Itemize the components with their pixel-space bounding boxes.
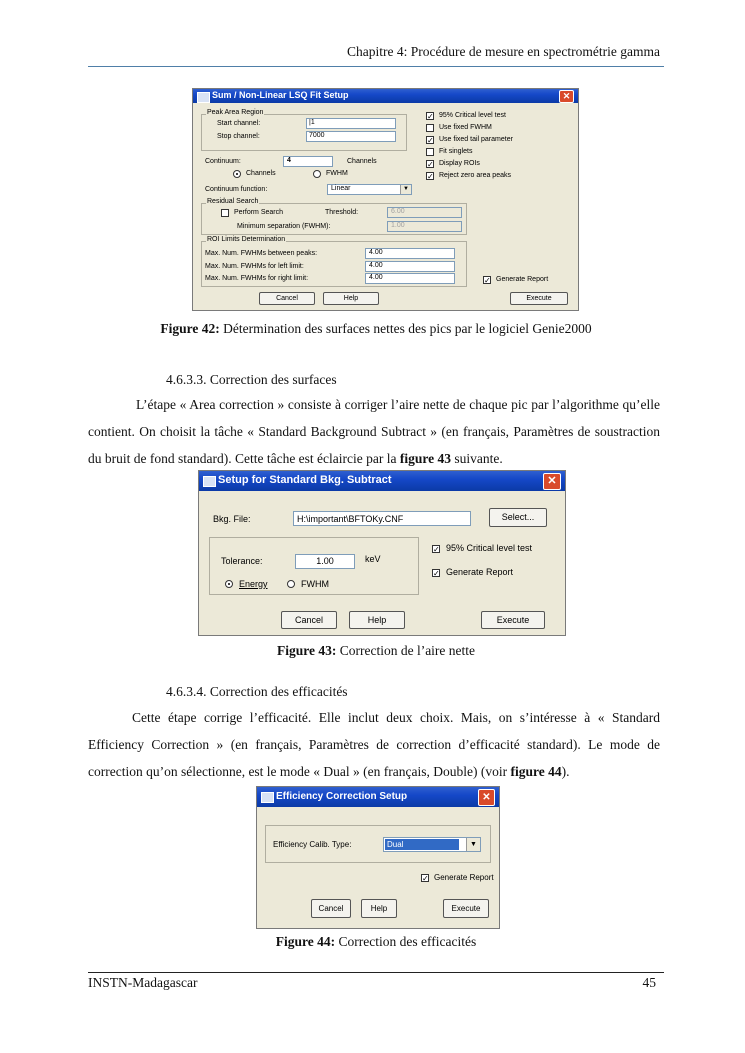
select-button[interactable]: Select...	[489, 508, 547, 527]
figure-42-caption	[88, 321, 664, 337]
continuum-function-select[interactable]	[327, 184, 412, 195]
cancel-button[interactable]: Cancel	[259, 292, 315, 305]
channels-radio-label: Channels	[246, 170, 276, 177]
close-icon[interactable]: ✕	[478, 789, 495, 806]
continuum-input[interactable]: 4	[283, 156, 333, 167]
option-label: Reject zero area peaks	[439, 172, 511, 179]
generate-report-checkbox[interactable]: ✓	[433, 569, 440, 578]
energy-radio[interactable]	[225, 580, 233, 588]
chevron-down-icon[interactable]: ▼	[400, 185, 411, 194]
perform-search-checkbox[interactable]	[221, 209, 229, 217]
energy-label: Energy	[239, 579, 268, 589]
option-label: Display ROIs	[439, 160, 480, 167]
help-button[interactable]: Help	[323, 292, 379, 305]
calib-type-label: Efficiency Calib. Type:	[273, 840, 352, 849]
start-channel-input[interactable]: |1	[306, 118, 396, 129]
caption-text: Détermination des surfaces nettes des pics par le logiciel Genie2000	[219, 321, 592, 336]
kev-label: keV	[365, 554, 381, 564]
threshold-input[interactable]: 6.00	[387, 207, 462, 218]
tolerance-input[interactable]: 1.00	[295, 554, 355, 569]
paragraph-text-end: ).	[561, 764, 570, 779]
continuum-function-value: Linear	[331, 185, 351, 192]
app-icon	[203, 476, 216, 487]
calib-type-value: Dual	[385, 839, 459, 850]
channels-label: Channels	[347, 158, 377, 165]
generate-report-checkbox[interactable]: ✓	[422, 874, 429, 883]
max-between-label: Max. Num. FWHMs between peaks:	[205, 250, 318, 257]
bkg-subtract-dialog	[198, 470, 566, 636]
option-checkbox[interactable]: ✓	[427, 172, 434, 181]
close-icon[interactable]: ✕	[543, 473, 561, 490]
bkg-file-input[interactable]: H:\important\BFTOKy.CNF	[293, 511, 471, 526]
help-button[interactable]: Help	[361, 899, 397, 918]
dialog-title: Sum / Non-Linear LSQ Fit Setup	[212, 90, 349, 100]
figure-44-caption	[88, 934, 664, 950]
option-label: Use fixed tail parameter	[439, 136, 513, 143]
caption-label: Figure 42:	[160, 321, 220, 336]
caption-text: Correction des efficacités	[335, 934, 477, 949]
footer-rule	[88, 972, 664, 973]
dialog-titlebar[interactable]	[257, 787, 499, 807]
max-between-input[interactable]: 4.00	[365, 248, 455, 259]
min-separation-label: Minimum separation (FWHM):	[237, 223, 331, 230]
paragraph-text: Cette étape corrige l’efficacité. Elle inclut deux choix. Mais, on s’intéresse à « Standard Efficiency Correction » (en français, Paramètres de correction d’efficacité standard). Le mode de correction qu’on sélectionne, est le mode « Dual » (en français, Double) (voir	[88, 710, 660, 779]
generate-report-checkbox[interactable]: ✓	[484, 276, 491, 285]
option-label: 95% Critical level test	[439, 112, 506, 119]
fwhm-radio-label: FWHM	[326, 170, 348, 177]
tolerance-label: Tolerance:	[221, 556, 263, 566]
max-left-label: Max. Num. FWHMs for left limit:	[205, 263, 304, 270]
cancel-button[interactable]: Cancel	[311, 899, 351, 918]
dialog-title: Setup for Standard Bkg. Subtract	[218, 474, 392, 486]
threshold-label: Threshold:	[325, 209, 359, 216]
help-button[interactable]: Help	[349, 611, 405, 629]
cancel-button[interactable]: Cancel	[281, 611, 337, 629]
paragraph-area-correction	[88, 391, 660, 472]
group-title: Residual Search	[207, 198, 259, 205]
paragraph-text: L’étape « Area correction » consiste à corriger l’aire nette de chaque pic par l’algorithme qu’elle contient. On choisit la tâche « Standard Background Subtract » (en français, Paramètres de soustraction du bruit de fond standard). Cette tâche est éclaircie par la	[88, 397, 660, 466]
max-right-input[interactable]: 4.00	[365, 273, 455, 284]
calib-type-select[interactable]	[383, 837, 481, 852]
figure-ref: figure 44	[510, 764, 562, 779]
dialog-titlebar[interactable]	[193, 89, 578, 103]
continuum-function-label: Continuum function:	[205, 186, 268, 193]
paragraph-text-end: suivante.	[451, 451, 503, 466]
caption-label: Figure 44:	[275, 934, 336, 949]
continuum-label: Continuum:	[205, 158, 241, 165]
lsq-fit-setup-dialog	[192, 88, 579, 311]
group-title: ROI Limits Determination	[207, 236, 286, 243]
fwhm-label: FWHM	[301, 579, 329, 589]
figure-ref: figure 43	[399, 451, 451, 466]
option-checkbox[interactable]	[426, 148, 434, 156]
channels-radio[interactable]	[233, 170, 241, 178]
execute-button[interactable]: Execute	[481, 611, 545, 629]
min-separation-input[interactable]: 1.00	[387, 221, 462, 232]
bkg-file-label: Bkg. File:	[213, 514, 251, 524]
option-checkbox[interactable]: ✓	[427, 160, 434, 169]
stop-channel-label: Stop channel:	[217, 133, 260, 140]
option-checkbox[interactable]: ✓	[427, 136, 434, 145]
generate-report-label: Generate Report	[496, 276, 549, 283]
execute-button[interactable]: Execute	[510, 292, 568, 305]
max-right-label: Max. Num. FWHMs for right limit:	[205, 275, 309, 282]
perform-search-label: Perform Search	[234, 209, 284, 216]
option-label: Use fixed FWHM	[439, 124, 492, 131]
app-icon	[197, 92, 210, 103]
section-heading-4634: 4.6.3.4. Correction des efficacités	[166, 684, 348, 699]
option-label: Fit singlets	[439, 148, 473, 155]
footer-institution: INSTN-Madagascar	[88, 975, 198, 990]
dialog-title: Efficiency Correction Setup	[276, 791, 408, 802]
option-checkbox[interactable]	[426, 124, 434, 132]
page-number: 45	[642, 975, 656, 990]
running-header: Chapitre 4: Procédure de mesure en spectrométrie gamma	[346, 44, 660, 59]
caption-label: Figure 43:	[276, 643, 337, 658]
chevron-down-icon[interactable]: ▼	[466, 838, 480, 851]
stop-channel-input[interactable]: 7000	[306, 131, 396, 142]
critical-level-label: 95% Critical level test	[446, 543, 533, 553]
dialog-titlebar[interactable]	[199, 471, 565, 491]
caption-text: Correction de l’aire nette	[336, 643, 476, 658]
critical-level-checkbox[interactable]: ✓	[433, 545, 440, 554]
header-rule	[88, 66, 664, 67]
fwhm-radio[interactable]	[287, 580, 295, 588]
paragraph-efficiency-correction	[88, 704, 660, 785]
group-title: Peak Area Region	[207, 109, 264, 116]
max-left-input[interactable]: 4.00	[365, 261, 455, 272]
execute-button[interactable]: Execute	[443, 899, 489, 918]
option-checkbox[interactable]: ✓	[427, 112, 434, 121]
generate-report-label: Generate Report	[434, 873, 494, 882]
section-heading-4633: 4.6.3.3. Correction des surfaces	[166, 372, 337, 387]
start-channel-label: Start channel:	[217, 120, 261, 127]
figure-43-caption	[88, 643, 664, 659]
fwhm-radio[interactable]	[313, 170, 321, 178]
app-icon	[261, 792, 274, 803]
efficiency-correction-dialog	[256, 786, 500, 929]
close-icon[interactable]: ✕	[559, 90, 574, 103]
generate-report-label: Generate Report	[446, 567, 514, 577]
